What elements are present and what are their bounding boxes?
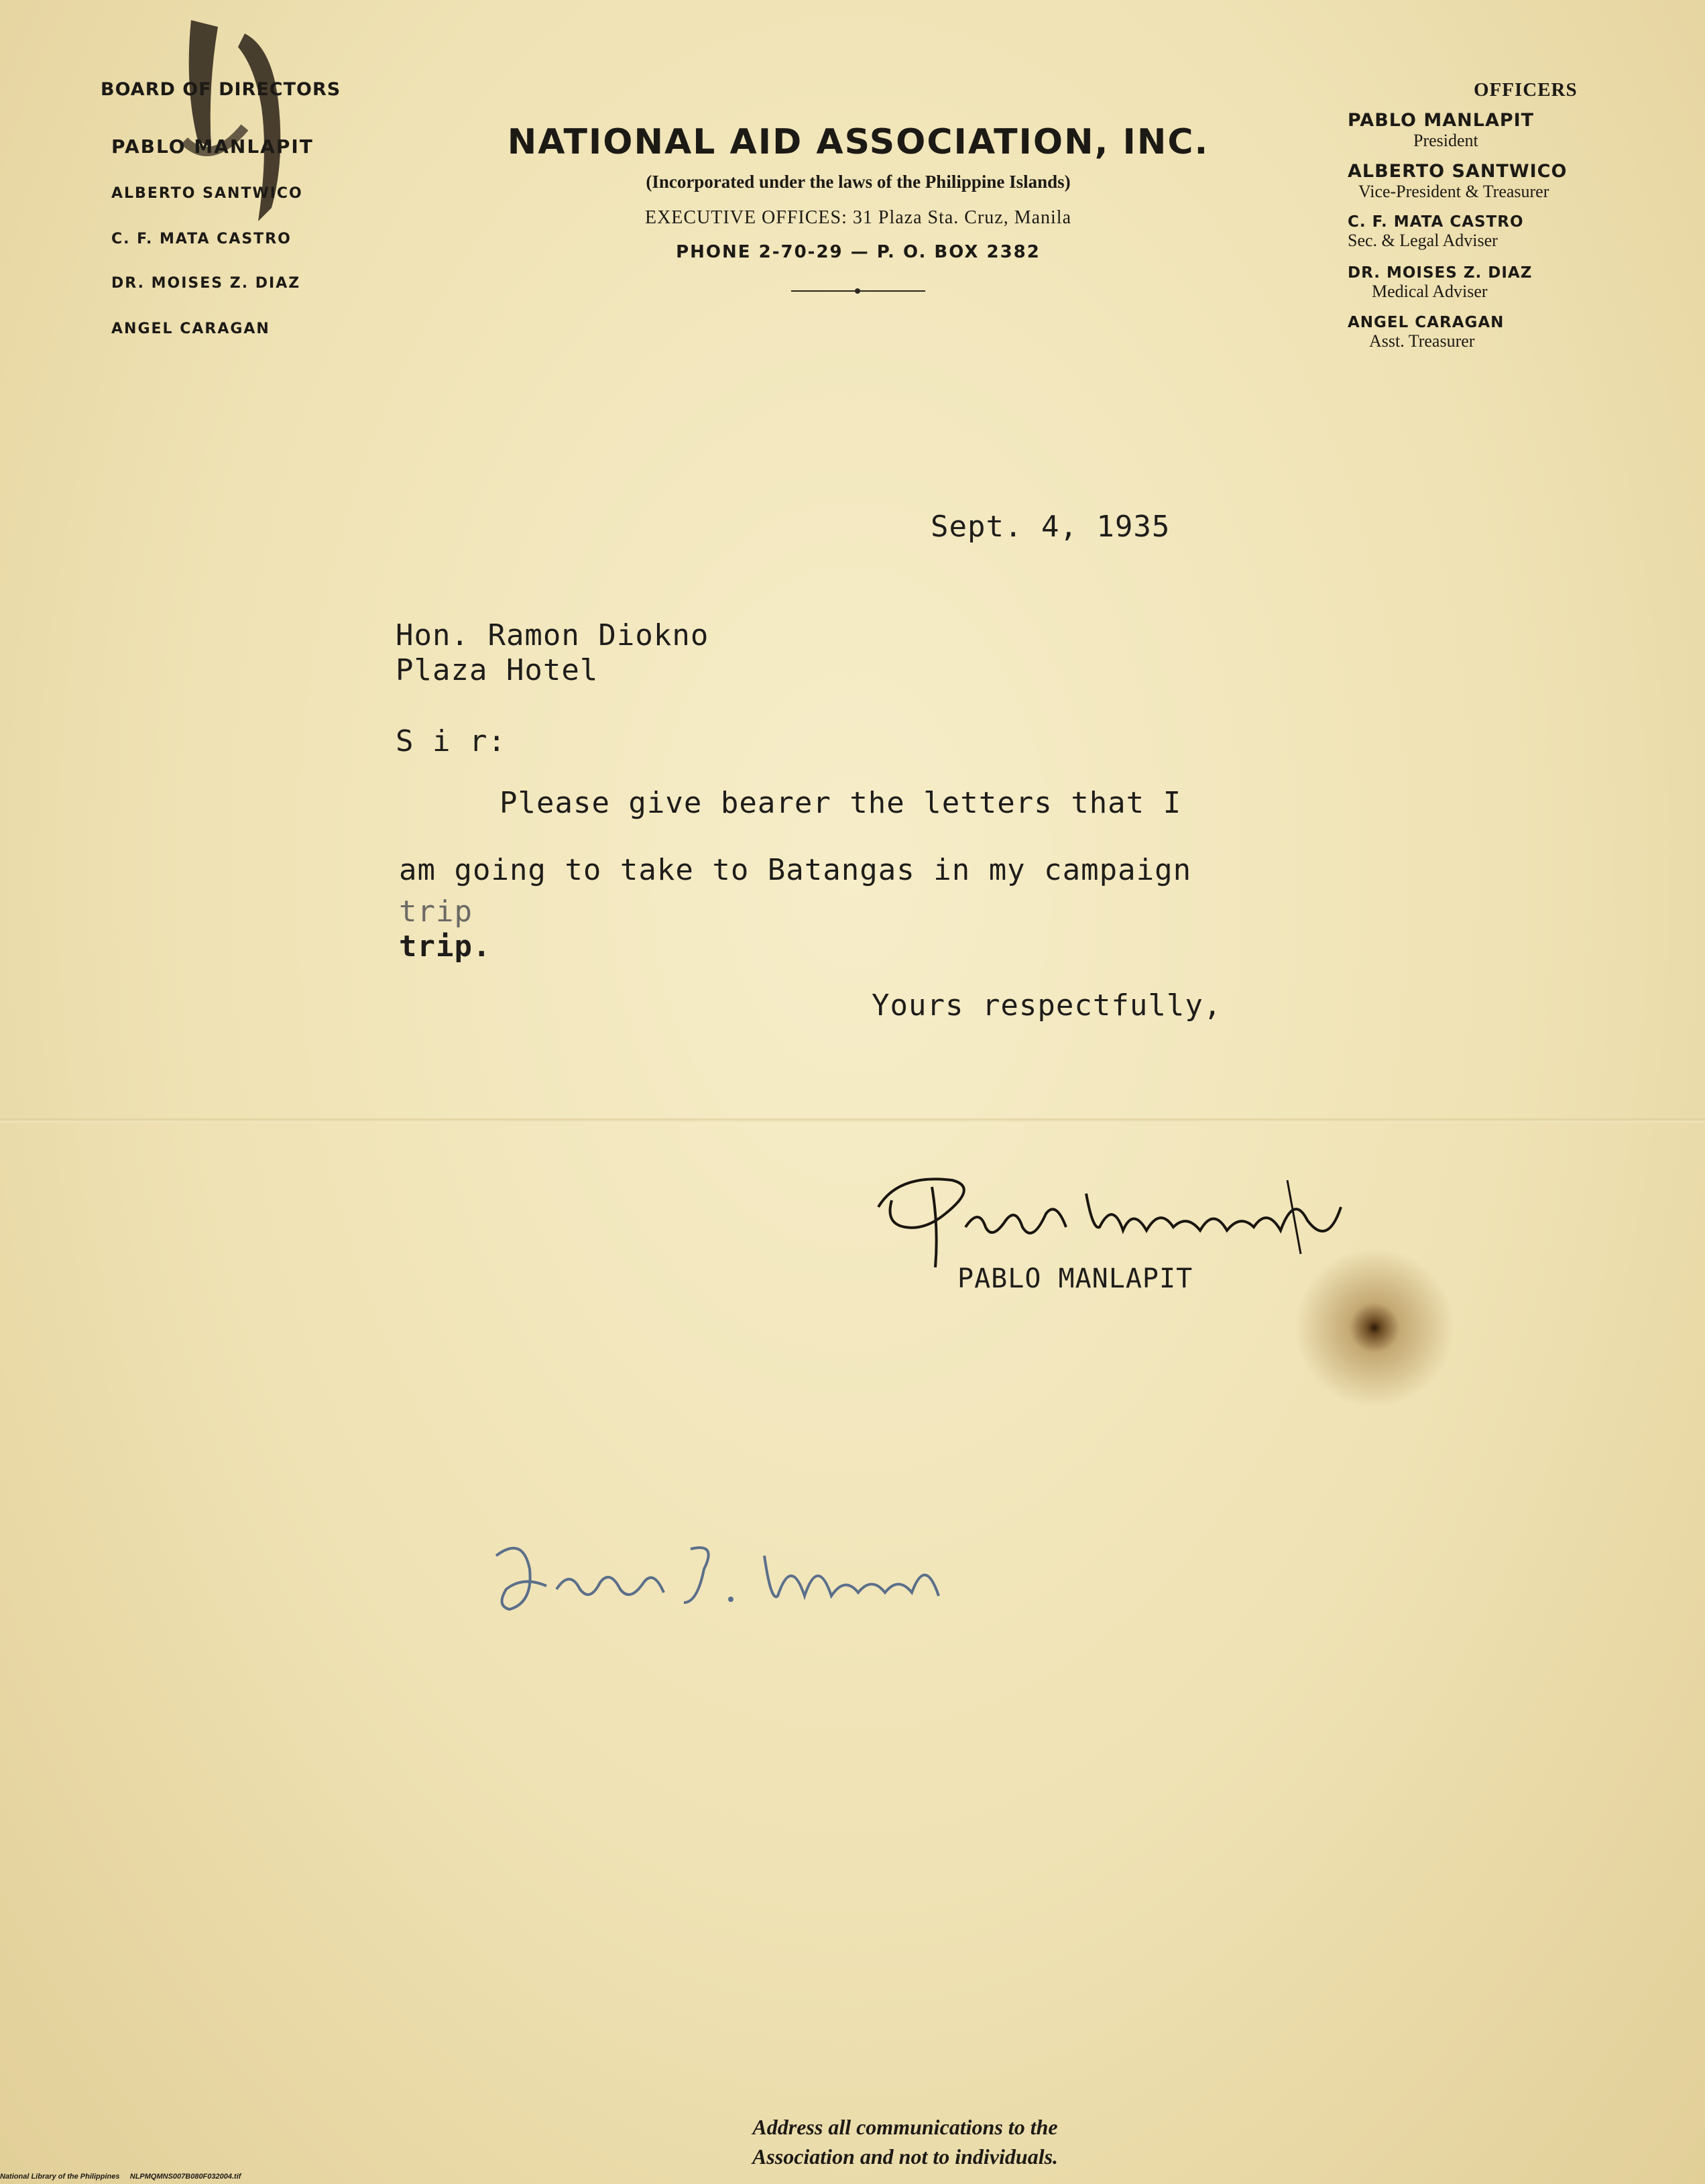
signature-name: PABLO MANLAPIT xyxy=(957,1263,1193,1294)
salutation: S i r: xyxy=(396,724,506,758)
officer-entry xyxy=(1348,264,1669,302)
handwritten-pencil-note xyxy=(483,1529,992,1623)
phone-po-box: PHONE 2-70-29 — P. O. BOX 2382 xyxy=(676,242,1041,262)
officer-name: C. F. MATA CASTRO xyxy=(1348,213,1524,231)
body-line-1: Please give bearer the letters that I xyxy=(499,786,1182,820)
body-line-2: am going to take to Batangas in my campaign xyxy=(399,853,1192,887)
recipient-name: Hon. Ramon Diokno xyxy=(396,618,709,652)
letter-footer xyxy=(603,2112,1207,2171)
board-member: DR. MOISES Z. DIAZ xyxy=(111,275,301,292)
board-member: ANGEL CARAGAN xyxy=(111,321,270,337)
officer-role: Sec. & Legal Adviser xyxy=(1348,231,1498,250)
footer-line-2: Association and not to individuals. xyxy=(752,2144,1059,2169)
officer-name: PABLO MANLAPIT xyxy=(1348,110,1535,131)
rule-dot xyxy=(855,288,860,294)
officers xyxy=(1334,79,1656,351)
letter-date: Sept. 4, 1935 xyxy=(931,510,1171,544)
officer-name: ANGEL CARAGAN xyxy=(1348,314,1505,331)
footer-line-1: Address all communications to the xyxy=(752,2115,1058,2139)
recipient-address: Plaza Hotel xyxy=(396,653,599,687)
board-member: ALBERTO SANTWICO xyxy=(111,185,303,202)
letter-closing: Yours respectfully, xyxy=(872,988,1222,1023)
board-member: C. F. MATA CASTRO xyxy=(111,231,292,247)
board-title: BOARD OF DIRECTORS xyxy=(101,79,341,100)
organization-name: NATIONAL AID ASSOCIATION, INC. xyxy=(507,122,1210,162)
body-struck-word: trip xyxy=(399,895,473,929)
officer-role: President xyxy=(1413,131,1478,150)
officer-name: ALBERTO SANTWICO xyxy=(1348,161,1568,182)
incorporation-note: (Incorporated under the laws of the Philippine Islands) xyxy=(646,172,1071,192)
officer-name: DR. MOISES Z. DIAZ xyxy=(1348,264,1533,282)
officer-role: Asst. Treasurer xyxy=(1369,331,1475,351)
executive-offices: EXECUTIVE OFFICES: 31 Plaza Sta. Cruz, Manila xyxy=(644,207,1072,228)
paper-fold xyxy=(0,1118,1705,1123)
officer-role: Vice-President & Treasurer xyxy=(1358,182,1549,201)
scan-label: National Library of the Philippines NLPMQMNS007B080F032004.tif xyxy=(0,2173,241,2181)
officers-title: OFFICERS xyxy=(1474,79,1578,101)
officer-entry xyxy=(1348,314,1669,351)
officer-role: Medical Adviser xyxy=(1372,282,1488,301)
letterhead xyxy=(456,122,1260,292)
body-line-3: trip. xyxy=(399,929,491,964)
officer-entry xyxy=(1348,213,1669,251)
board-of-directors xyxy=(101,79,382,337)
officer-entry xyxy=(1348,161,1669,202)
board-member: PABLO MANLAPIT xyxy=(111,135,314,158)
officer-entry xyxy=(1348,110,1669,151)
letterhead-rule xyxy=(791,290,925,292)
